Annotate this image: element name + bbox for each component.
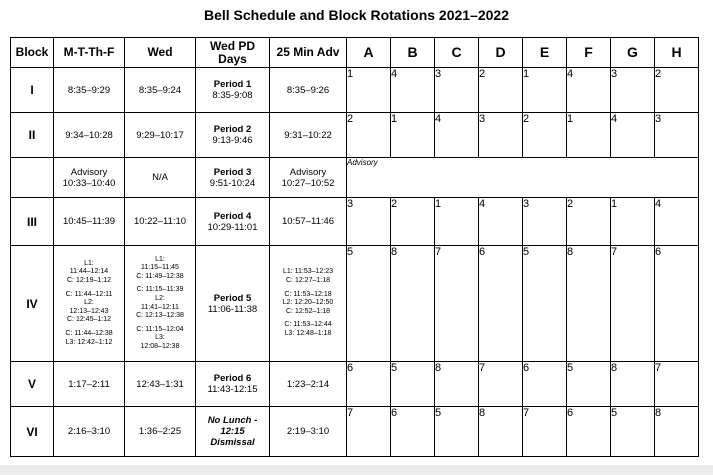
rotation-d: 8 — [479, 407, 523, 457]
rotation-c: 4 — [435, 113, 479, 158]
rotation-c: 1 — [435, 198, 479, 246]
lunch-line: 11:15–11:45 — [141, 264, 179, 272]
wed-pd-cell — [196, 198, 270, 246]
rotation-c: 5 — [435, 407, 479, 457]
adv-time: 9:31–10:22 — [270, 113, 347, 158]
wed-pd-cell — [196, 246, 270, 362]
mtthf-time: 1:17–2:11 — [54, 362, 125, 407]
block-label: II — [11, 113, 54, 158]
rotation-h: 7 — [655, 362, 699, 407]
mtthf-lunch-schedule — [54, 246, 125, 362]
wed-pd-cell — [196, 362, 270, 407]
lunch-line: L3: 12:48–1:18 — [284, 329, 332, 337]
schedule-table — [10, 37, 699, 457]
lunch-line: L3: 12:42–1:12 — [65, 338, 113, 346]
lunch-line: L2: — [84, 299, 94, 307]
rotation-d: 3 — [479, 113, 523, 158]
header-letter-c: C — [435, 38, 479, 68]
header-letter-h: H — [655, 38, 699, 68]
lunch-line: 11:44–12:14 — [69, 268, 109, 276]
wed-time: 10:22–11:10 — [125, 198, 196, 246]
rotation-b: 4 — [391, 68, 435, 113]
rotation-b: 1 — [391, 113, 435, 158]
header-block: Block — [11, 38, 54, 68]
adv-advisory-time: 10:27–10:52 — [281, 177, 335, 189]
rotation-c: 7 — [435, 246, 479, 362]
pd-period-time: 11:06-11:38 — [207, 303, 258, 315]
block-label: VI — [11, 407, 54, 457]
header-letter-d: D — [479, 38, 523, 68]
block-label: III — [11, 198, 54, 246]
rotation-g: 1 — [611, 198, 655, 246]
page-title: Bell Schedule and Block Rotations 2021–2022 — [203, 7, 509, 23]
rotation-e: 7 — [523, 407, 567, 457]
rotation-e: 1 — [523, 68, 567, 113]
lunch-line: C: 11:53–12:18 — [284, 290, 332, 298]
pd-period-time: 11:43-12:15 — [207, 384, 258, 395]
table-row — [11, 407, 699, 457]
header-wed: Wed — [125, 38, 196, 68]
mtthf-advisory — [54, 158, 125, 198]
pd-period-name: Period 4 — [213, 210, 252, 222]
rotation-h: 6 — [655, 246, 699, 362]
table-row — [11, 68, 699, 113]
rotation-c: 8 — [435, 362, 479, 407]
rotation-b: 8 — [391, 246, 435, 362]
rotation-a: 2 — [347, 113, 391, 158]
lunch-line: 12:13–12:43 — [69, 307, 109, 315]
table-row — [11, 198, 699, 246]
lunch-line: L1: — [155, 255, 165, 263]
lunch-line: C: 12:19–1:12 — [67, 277, 111, 285]
block-label: V — [11, 362, 54, 407]
rotation-f: 5 — [567, 362, 611, 407]
lunch-line: C: 12:13–12:38 — [136, 312, 184, 320]
lunch-line: C: 11:15–11:39 — [136, 286, 184, 294]
header-letter-a: A — [347, 38, 391, 68]
pd-period-name: Period 3 — [213, 166, 252, 178]
header-wed-pd-line2: Days — [218, 51, 247, 66]
rotation-g: 7 — [611, 246, 655, 362]
rotation-e: 2 — [523, 113, 567, 158]
rotation-f: 8 — [567, 246, 611, 362]
block-label: IV — [11, 246, 54, 362]
mtthf-time: 2:16–3:10 — [54, 407, 125, 457]
rotation-f: 4 — [567, 68, 611, 113]
pd-period-time: 10:29-11:01 — [207, 221, 258, 233]
rotation-a: 1 — [347, 68, 391, 113]
rotation-h: 4 — [655, 198, 699, 246]
lunch-line: C: 11:15–12:04 — [136, 325, 184, 333]
lunch-line: C: 12:52–1:18 — [286, 307, 330, 315]
rotation-e: 6 — [523, 362, 567, 407]
header-letter-f: F — [567, 38, 611, 68]
lunch-line: 12:08–12:38 — [140, 342, 180, 350]
block-label: I — [11, 68, 54, 113]
rotation-a: 6 — [347, 362, 391, 407]
wed-pd-cell — [196, 158, 270, 198]
table-row — [11, 246, 699, 362]
wed-time: 1:36–2:25 — [125, 407, 196, 457]
rotation-f: 1 — [567, 113, 611, 158]
lunch-line: L1: 11:53–12:23 — [282, 268, 334, 276]
lunch-line: L2: 12:20–12:50 — [282, 299, 334, 307]
wed-time: 12:43–1:31 — [125, 362, 196, 407]
rotation-a: 5 — [347, 246, 391, 362]
wed-time: 8:35–9:24 — [125, 68, 196, 113]
rotation-c: 3 — [435, 68, 479, 113]
rotation-a: 7 — [347, 407, 391, 457]
pd-period-time: 9:13-9:46 — [212, 135, 253, 146]
rotation-e: 5 — [523, 246, 567, 362]
lunch-line: L1: — [84, 259, 94, 267]
header-letter-e: E — [523, 38, 567, 68]
dismissal-line: Dismissal — [210, 437, 255, 448]
rotation-d: 6 — [479, 246, 523, 362]
rotation-h: 8 — [655, 407, 699, 457]
rotation-b: 2 — [391, 198, 435, 246]
dismissal-line: No Lunch - — [207, 415, 258, 426]
window-bottom-strip — [0, 465, 713, 475]
mtthf-advisory-time: 10:33–10:40 — [62, 177, 116, 189]
wed-lunch-schedule — [125, 246, 196, 362]
lunch-line: C: 11:49–12:38 — [136, 272, 184, 280]
adv-time: 2:19–3:10 — [270, 407, 347, 457]
rotation-e: 3 — [523, 198, 567, 246]
advisory-rotation-note: Advisory — [347, 158, 699, 198]
lunch-line: L3: — [155, 334, 165, 342]
rotation-d: 4 — [479, 198, 523, 246]
advisory-row — [11, 158, 699, 198]
wed-advisory: N/A — [125, 158, 196, 198]
adv-advisory — [270, 158, 347, 198]
adv-lunch-schedule — [270, 246, 347, 362]
header-wed-pd — [196, 38, 270, 68]
lunch-line: L2: — [155, 294, 165, 302]
header-25-min-adv: 25 Min Adv — [270, 38, 347, 68]
lunch-line: C: 12:45–1:12 — [67, 316, 111, 324]
lunch-line: 11:41–12:11 — [141, 303, 179, 311]
header-mtthf: M-T-Th-F — [54, 38, 125, 68]
header-row — [11, 38, 699, 68]
rotation-f: 2 — [567, 198, 611, 246]
adv-advisory-label: Advisory — [289, 166, 327, 178]
wed-time: 9:29–10:17 — [125, 113, 196, 158]
rotation-b: 5 — [391, 362, 435, 407]
rotation-a: 3 — [347, 198, 391, 246]
adv-time: 10:57–11:46 — [270, 198, 347, 246]
header-letter-g: G — [611, 38, 655, 68]
adv-time: 8:35–9:26 — [270, 68, 347, 113]
wed-pd-cell — [196, 113, 270, 158]
table-row — [11, 113, 699, 158]
table-row — [11, 362, 699, 407]
adv-time: 1:23–2:14 — [270, 362, 347, 407]
mtthf-time: 9:34–10:28 — [54, 113, 125, 158]
pd-period-name: Period 6 — [213, 373, 252, 384]
advisory-block-empty — [11, 158, 54, 198]
pd-period-time: 9:51-10:24 — [209, 177, 256, 189]
lunch-line: C: 11:44–12:11 — [65, 290, 113, 298]
wed-pd-cell — [196, 68, 270, 113]
pd-period-name: Period 1 — [213, 79, 252, 90]
rotation-b: 6 — [391, 407, 435, 457]
rotation-g: 8 — [611, 362, 655, 407]
pd-period-time: 8:35-9:08 — [212, 90, 253, 101]
lunch-line: C: 12:27–1:18 — [286, 277, 330, 285]
header-wed-pd-line1: Wed PD — [209, 38, 256, 53]
rotation-h: 2 — [655, 68, 699, 113]
lunch-line: C: 11:44–12:38 — [65, 329, 113, 337]
dismissal-line: 12:15 — [220, 426, 245, 437]
rotation-d: 2 — [479, 68, 523, 113]
pd-period-name: Period 5 — [213, 292, 252, 304]
rotation-f: 6 — [567, 407, 611, 457]
rotation-g: 5 — [611, 407, 655, 457]
rotation-h: 3 — [655, 113, 699, 158]
rotation-d: 7 — [479, 362, 523, 407]
mtthf-time: 8:35–9:29 — [54, 68, 125, 113]
lunch-line: C: 11:53–12:44 — [284, 321, 332, 329]
header-letter-b: B — [391, 38, 435, 68]
wed-pd-dismissal — [196, 407, 270, 457]
rotation-g: 3 — [611, 68, 655, 113]
mtthf-advisory-label: Advisory — [70, 166, 108, 178]
rotation-g: 4 — [611, 113, 655, 158]
pd-period-name: Period 2 — [213, 124, 252, 135]
mtthf-time: 10:45–11:39 — [54, 198, 125, 246]
